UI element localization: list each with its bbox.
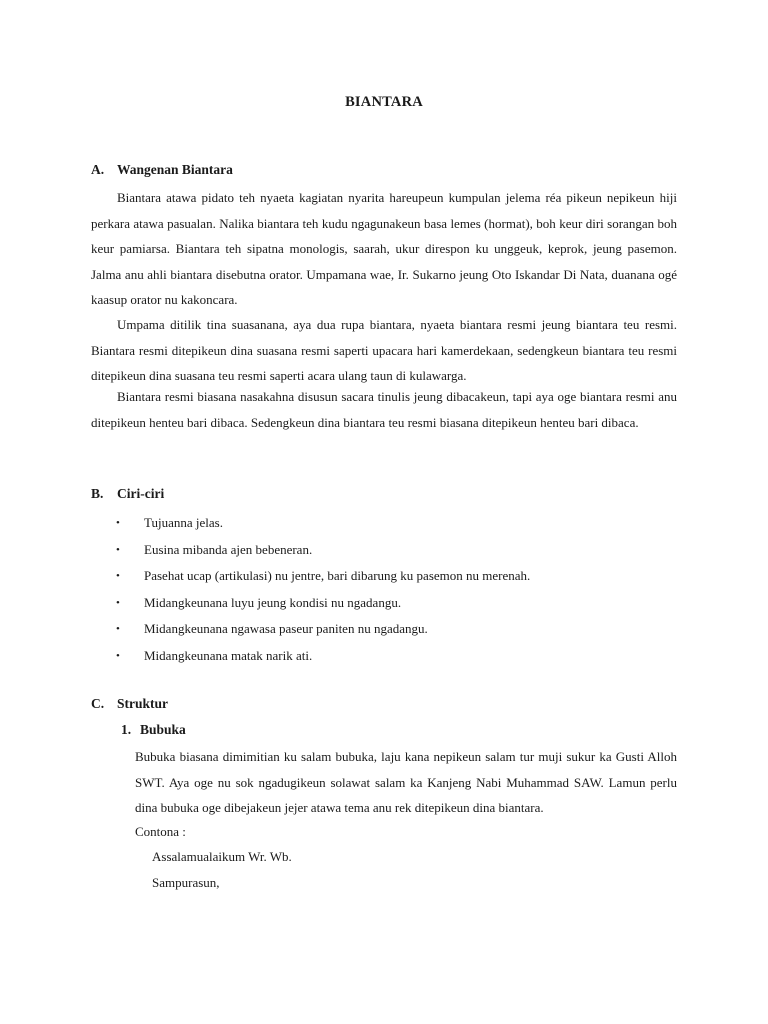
bubuka-title: Bubuka [140,722,186,737]
list-item: • Pasehat ucap (artikulasi) nu jentre, bari dibarung ku pasemon nu merenah. [116,566,530,593]
ciri-ciri-list [116,513,530,672]
bubuka-paragraph: Bubuka biasana dimimitian ku salam bubuka, laju kana nepikeun salam tur muji sukur ka Gusti Alloh SWT. Aya oge nu sok ngadugikeun solawat salam ka Kanjeng Nabi Muhammad SAW. Lamun perlu dina bubuka oge dibejakeun jejer atawa tema anu rek ditepikeun dina biantara. [135,749,677,815]
example-line-1: Assalamualaikum Wr. Wb. [152,849,292,864]
document-title: BIANTARA [345,94,423,110]
section-a-letter: A. [91,162,105,177]
bullet-icon: • [116,623,120,635]
section-c-letter: C. [91,696,105,711]
section-a-heading [91,162,233,178]
bullet-icon: • [116,543,120,556]
section-b-heading [91,486,164,502]
list-item: • Midangkeunana matak narik ati. [116,646,530,673]
section-a-title: Wangenan Biantara [117,162,233,177]
bullet-icon: • [116,517,120,529]
example-line-2: Sampurasun, [152,875,220,890]
section-b-letter: B. [91,486,104,501]
bullet-icon: • [116,570,120,582]
bubuka-number: 1. [121,722,132,737]
list-item: • Tujuanna jelas. [116,513,530,540]
section-b-title: Ciri-ciri [117,486,165,501]
bullet-icon: • [116,596,120,609]
example-label: Contona : [135,824,186,839]
section-c-heading [91,696,168,712]
bullet-icon: • [116,649,120,662]
bubuka-heading [121,722,186,738]
list-item: • Midangkeunana ngawasa paseur paniten nu ngadangu. [116,619,530,646]
list-item: • Midangkeunana luyu jeung kondisi nu ngadangu. [116,593,530,620]
section-c-title: Struktur [117,696,169,711]
section-a-paragraph-1: Biantara atawa pidato teh nyaeta kagiatan nyarita hareupeun kumpulan jelema réa pikeun nepikeun hiji perkara atawa pasualan. Nalika biantara teh kudu ngagunakeun basa lemes (hormat), boh keur diri sorangan boh keur pamiarsa. Biantara teh sipatna monologis, saarah, ukur direspon ku unggeuk, keprok, jeung pasemon. Jalma anu ahli biantara disebutna orator. Umpamana wae, Ir. Sukarno jeung Oto Iskandar Di Nata, duanana ogé kaasup orator nu kakoncara. [91,190,677,307]
list-item: • Eusina mibanda ajen bebeneran. [116,540,530,567]
section-a-paragraph-3: Biantara resmi biasana nasakahna disusun sacara tinulis jeung dibacakeun, tapi aya oge biantara resmi anu ditepikeun henteu bari dibaca. Sedengkeun dina biantara teu resmi biasana ditepikeun henteu bari dibaca. [91,389,677,430]
section-a-paragraph-2: Umpama ditilik tina suasanana, aya dua rupa biantara, nyaeta biantara resmi jeung biantara teu resmi. Biantara resmi ditepikeun dina suasana resmi saperti upacara hari kamerdekaan, sedengkeun biantara teu resmi ditepikeun dina suasana teu resmi saperti acara ulang taun di kulawarga. [91,317,677,383]
